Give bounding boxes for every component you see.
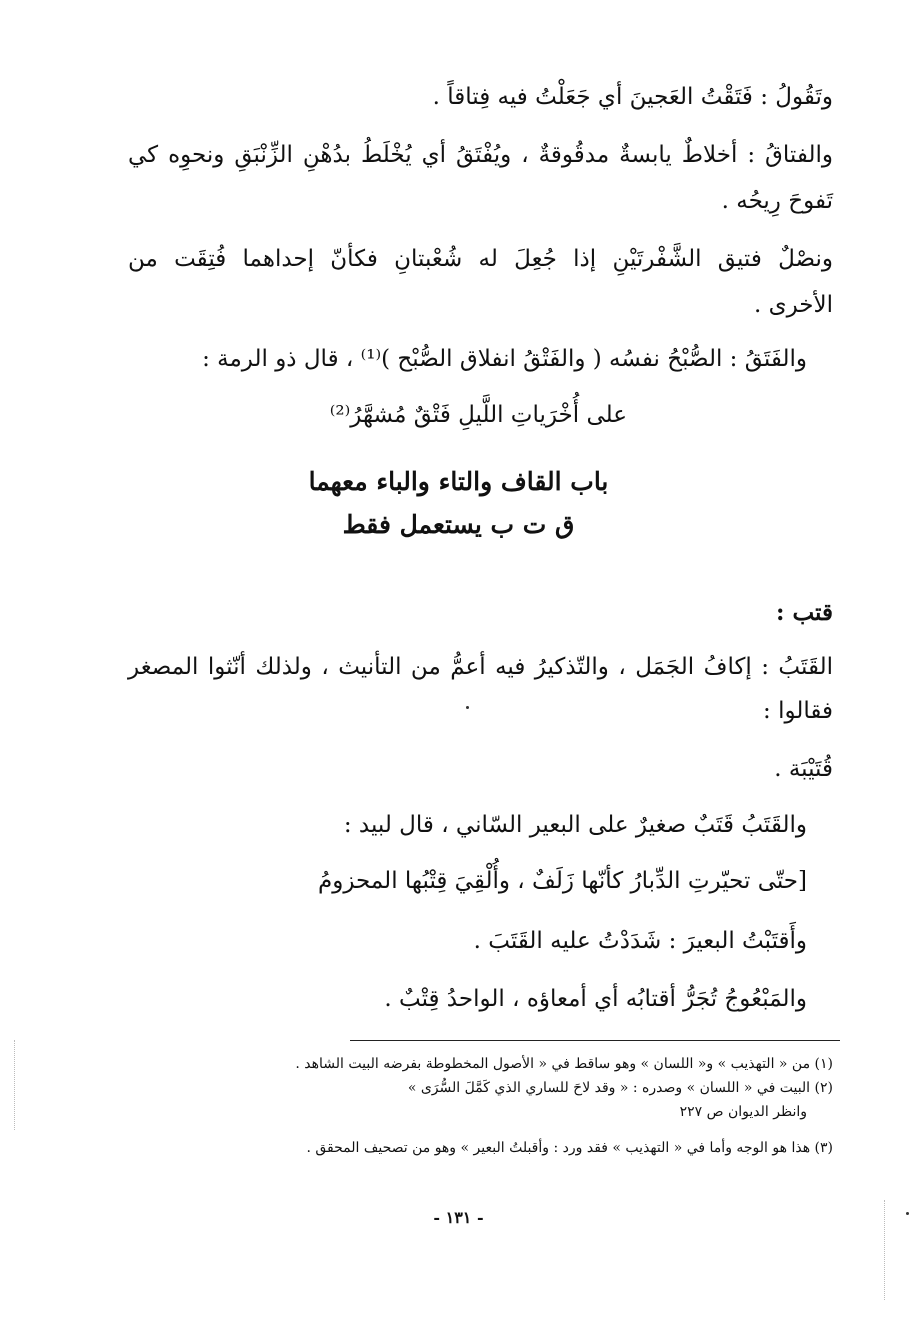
- text-line-1: وتَقُولُ : فَتَقْتُ العَجينَ أي جَعَلْتُ فيه فِتاقاً .: [432, 84, 833, 110]
- ink-speck-edge: [906, 1212, 909, 1215]
- margin-dots-left: [14, 1040, 17, 1130]
- footnote-1: (١) من « التهذيب » و« اللسان » وهو ساقط في « الأصول المخطوطة بفرضه البيت الشاهد .: [295, 1056, 833, 1072]
- text-line-2: والفتاقُ : أخلاطٌ يابسةٌ مدقُوقةٌ ، ويُفْتَقُ أي يُخْلَطُ بدُهْنِ الزِّنْبَقِ ونحوِه كي: [128, 142, 833, 168]
- footnote-3: (٣) هذا هو الوجه وأما في « التهذيب » فقد ورد : وأقبلتُ البعير » وهو من تصحيف المحقق .: [306, 1140, 833, 1156]
- footnote-2: (٢) البيت في « اللسان » وصدره : « وقد لاحَ للساري الذي كَمَّلَ السُّرَى »: [407, 1080, 833, 1096]
- text-line-4: ونصْلٌ فتيق الشَّفْرتَيْنِ إذا جُعِلَ له شُعْبتانِ فكأنّ إحداهما فُتِقَت من: [128, 246, 833, 272]
- text-line-9: فقالوا :: [763, 698, 833, 724]
- text-line-11: والقَتَبُ قَتَبٌ صغيرٌ على البعير السّاني ، قال لبيد :: [343, 812, 807, 838]
- text-line-3: تَفوحَ رِيحُه .: [721, 188, 833, 214]
- page-number: - ١٣١ -: [433, 1208, 484, 1227]
- text-line-12: وأَقتَبْتُ البعيرَ : شَدَدْتُ عليه القَتَبَ .: [473, 928, 807, 954]
- text-line-8: القَتَبُ : إكافُ الجَمَل ، والتّذكيرُ فيه أعمُّ من التأنيث ، ولذلك أنّثوا المصغر: [128, 654, 833, 680]
- section-subheading: ق ت ب يستعمل فقط: [342, 510, 575, 539]
- text-line-5: الأخرى .: [753, 292, 833, 318]
- entry-title: قتب :: [775, 599, 833, 626]
- footnote-separator: [350, 1040, 840, 1041]
- section-heading: باب القاف والتاء والباء معهما: [308, 467, 609, 496]
- margin-dots-right: [884, 1200, 887, 1300]
- text-line-10: قُتَيْبَة .: [774, 756, 833, 782]
- text-line-6: والفَتَقُ : الصُّبْحُ نفسُه ( والفَتْقُ انفلاق الصُّبْح )⁽¹⁾ ، قال ذو الرمة :: [202, 346, 807, 372]
- verse-line-2: [حتّى تحيّرتِ الدِّبارُ كأنّها زَلَفٌ ، وأُلْقِيَ قِتْبُها المحزومُ: [318, 868, 807, 894]
- verse-line: على أُخْرَياتِ اللَّيلِ فَتْقٌ مُشهَّرُ⁽²⁾: [329, 402, 627, 428]
- text-line-13: والمَبْعُوجُ تُجَرُّ أقتابُه أي أمعاؤه ، الواحدُ قِتْبٌ .: [384, 986, 807, 1012]
- ink-speck: [466, 706, 469, 709]
- footnote-2-continuation: وانظر الديوان ص ٢٢٧: [679, 1104, 807, 1120]
